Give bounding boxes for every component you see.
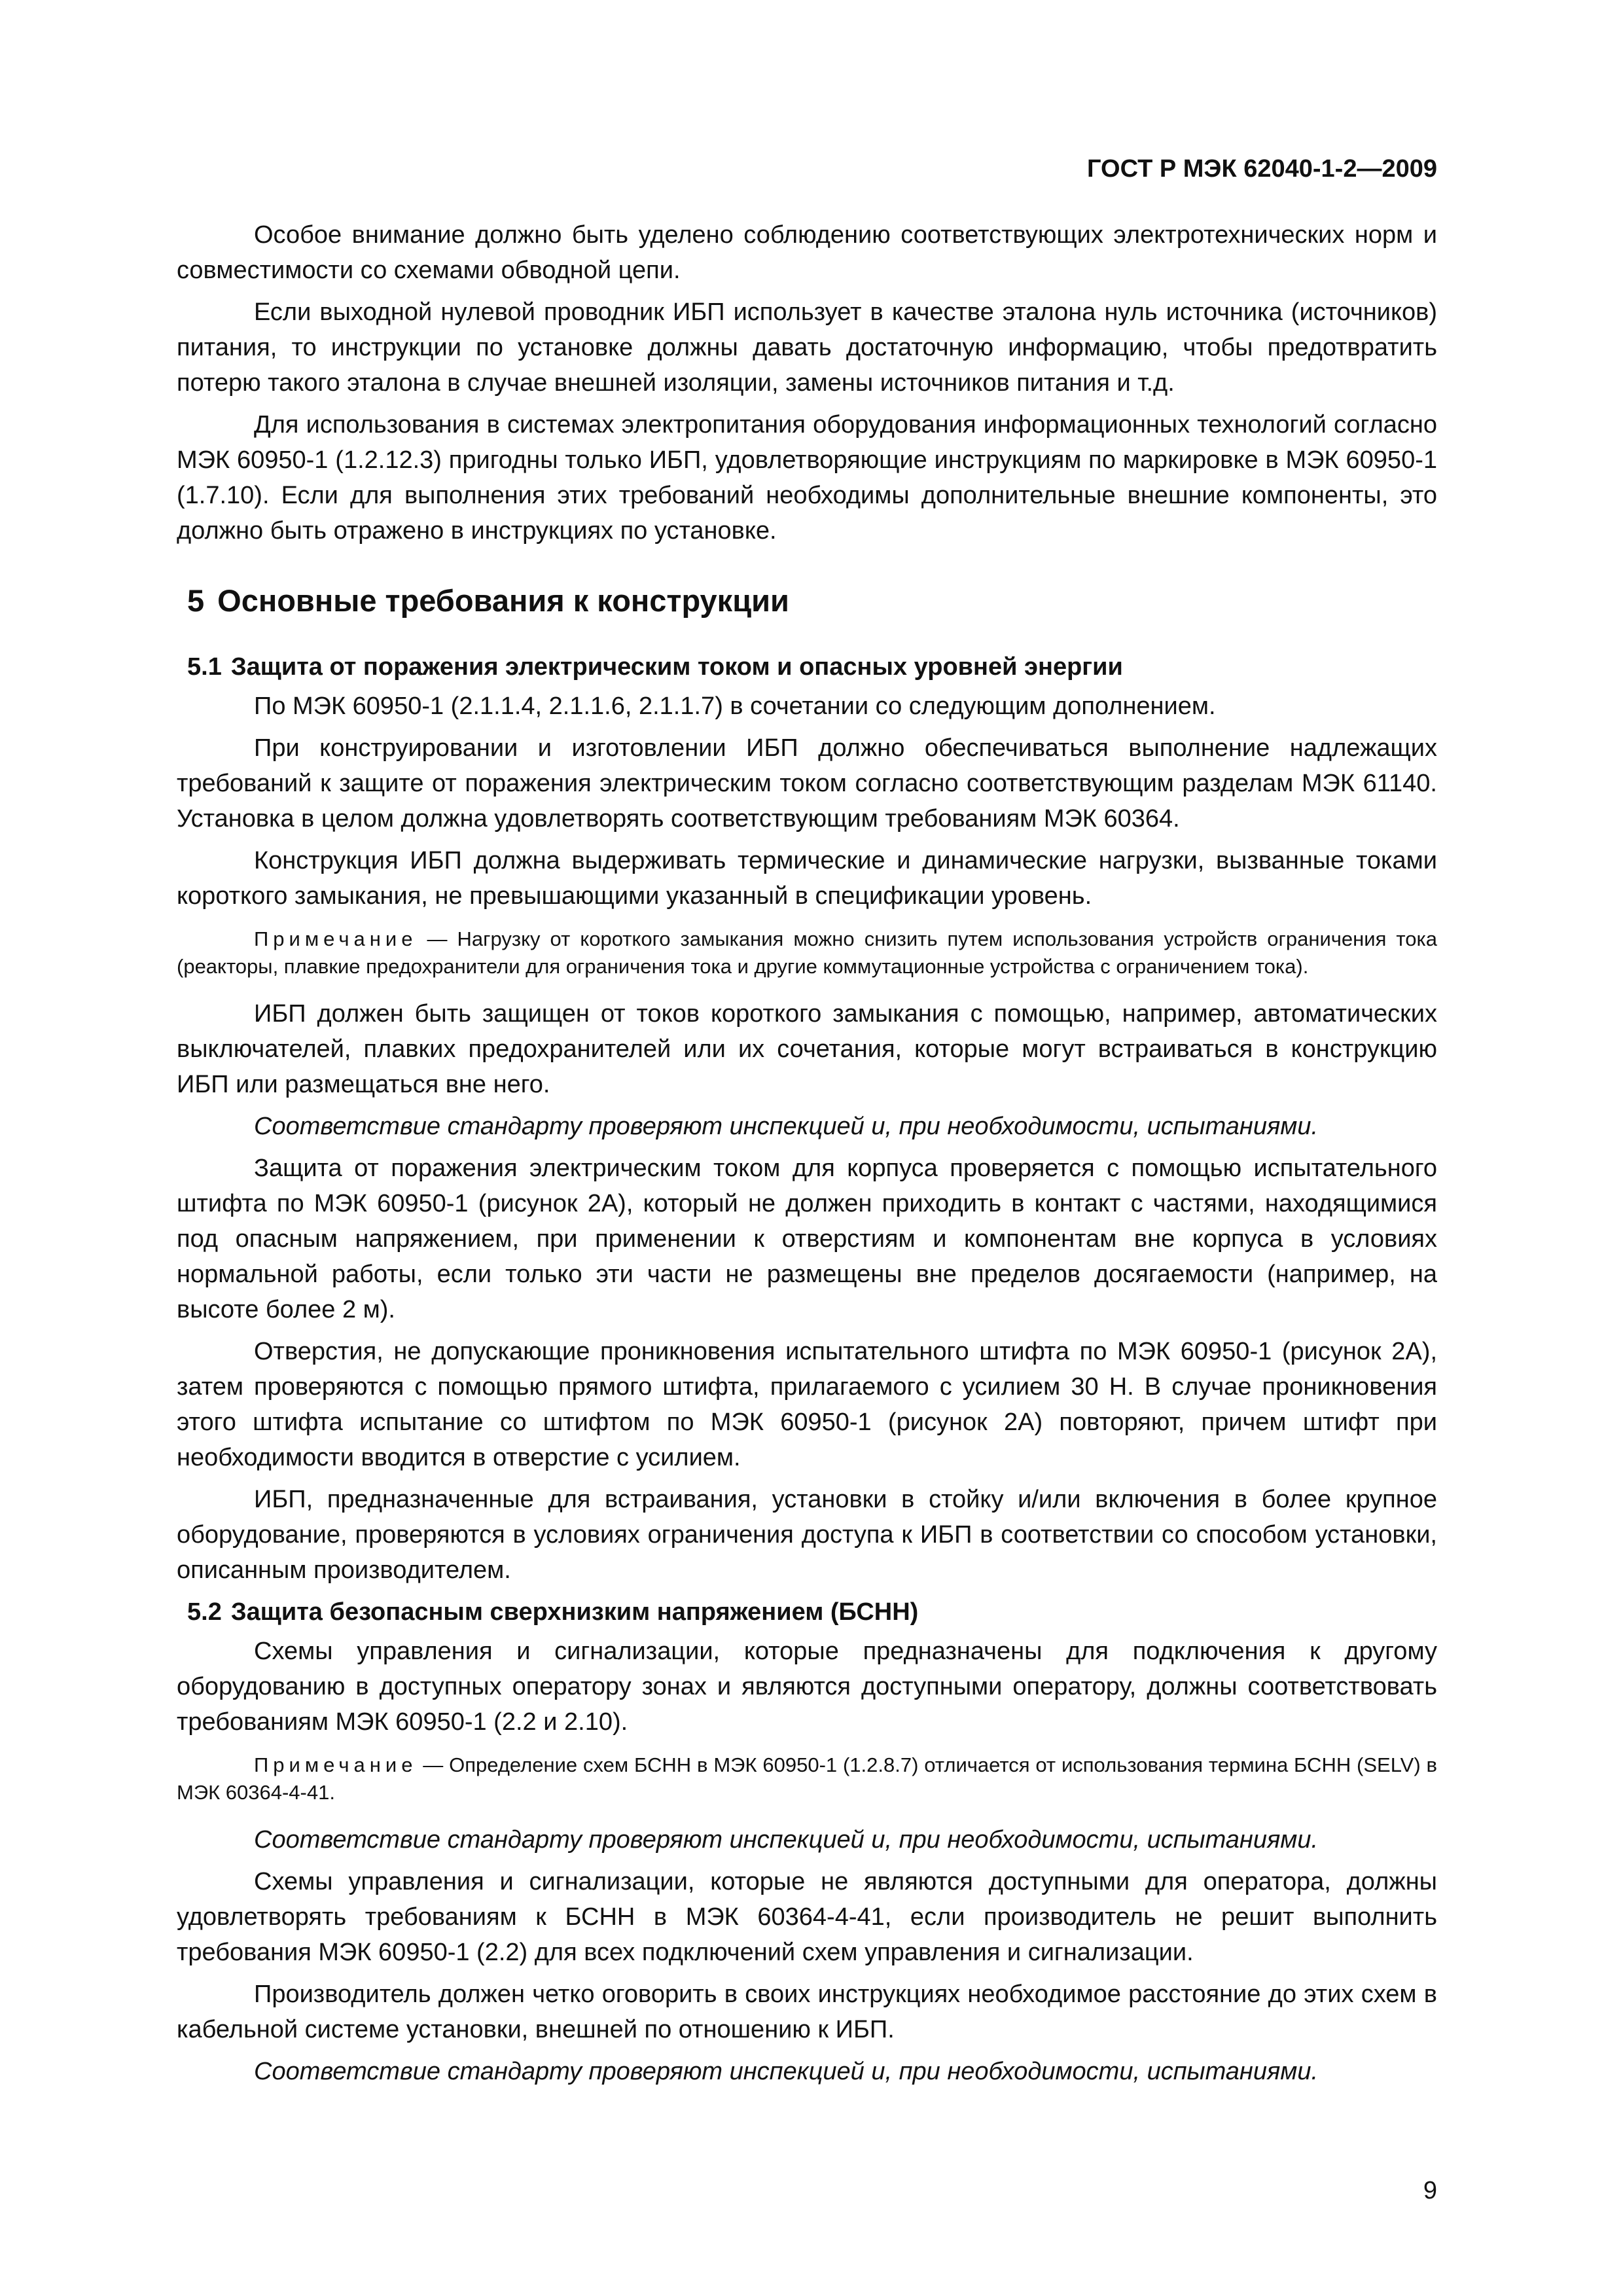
note-text: — Определение схем БСНН в МЭК 60950-1 (1.2.8.7) отличается от использования термина БСНН (SELV) в МЭК 60364-4-41.: [177, 1753, 1437, 1804]
section-title: Основные требования к конструкции: [217, 583, 789, 618]
subsection-heading: [177, 649, 1437, 685]
subsection-number: 5.1: [187, 653, 222, 681]
paragraph: Отверстия, не допускающие проникновения испытательного штифта по МЭК 60950-1 (рисунок 2А), затем проверяются с помощью прямого штифта, прилагаемого с усилием 30 Н. В случае проникновения этого штифта испытание со штифтом по МЭК 60950-1 (рисунок 2А) повторяют, причем штифт при необходимости вводится в отверстие с усилием.: [177, 1338, 1437, 1471]
note: [177, 1751, 1437, 1806]
page-content: [177, 154, 1437, 2096]
compliance-statement: Соответствие стандарту проверяют инспекцией и, при необходимости, испытаниями.: [254, 2058, 1319, 2085]
subsection-number: 5.2: [187, 1598, 222, 1626]
section-heading: [177, 581, 1437, 620]
note: [177, 925, 1437, 980]
paragraph: Защита от поражения электрическим током для корпуса проверяется с помощью испытательного штифта по МЭК 60950-1 (рисунок 2А), который не должен приходить в контакт с частями, находящимися под опасным напряжением, при применении к отверстиям и компонентам вне корпуса в условиях нормальной работы, если только эти части не размещены вне пределов досягаемости (например, на высоте более 2 м).: [177, 1155, 1437, 1323]
paragraph: ИБП должен быть защищен от токов короткого замыкания с помощью, например, автоматических выключателей, плавких предохранителей или их сочетания, которые могут встраиваться в конструкцию ИБП или размещаться вне него.: [177, 1000, 1437, 1098]
subsection-title: Защита от поражения электрическим током и опасных уровней энергии: [230, 653, 1123, 681]
paragraph: По МЭК 60950-1 (2.1.1.4, 2.1.1.6, 2.1.1.7) в сочетании со следующим дополнением.: [254, 692, 1216, 720]
paragraph: Особое внимание должно быть уделено соблюдению соответствующих электротехнических норм и совместимости со схемами обводной цепи.: [177, 221, 1437, 284]
section-number: 5: [187, 583, 205, 618]
paragraph: Если выходной нулевой проводник ИБП использует в качестве эталона нуль источника (источников) питания, то инструкции по установке должны давать достаточную информацию, чтобы предотвратить потерю такого эталона в случае внешней изоляции, замены источников питания и т.д.: [177, 298, 1437, 397]
note-label: Примечание: [254, 1753, 418, 1776]
compliance-statement: Соответствие стандарту проверяют инспекцией и, при необходимости, испытаниями.: [254, 1826, 1319, 1854]
note-label: Примечание: [254, 927, 418, 950]
paragraph: Конструкция ИБП должна выдерживать термические и динамические нагрузки, вызванные токами короткого замыкания, не превышающими указанный в спецификации уровень.: [177, 847, 1437, 910]
paragraph: Для использования в системах электропитания оборудования информационных технологий согласно МЭК 60950-1 (1.2.12.3) пригодны только ИБП, удовлетворяющие инструкциям по маркировке в МЭК 60950-1 (1.7.10). Если для выполнения этих требований необходимы дополнительные внешние компоненты, это должно быть отражено в инструкциях по установке.: [177, 411, 1437, 545]
page-number: 9: [1423, 2177, 1437, 2204]
subsection-title: Защита безопасным сверхнизким напряжением (БСНН): [230, 1598, 919, 1626]
document-header: ГОСТ Р МЭК 62040-1-2—2009: [1087, 155, 1437, 183]
compliance-statement: Соответствие стандарту проверяют инспекцией и, при необходимости, испытаниями.: [254, 1113, 1319, 1140]
paragraph: ИБП, предназначенные для встраивания, установки в стойку и/или включения в более крупное оборудование, проверяются в условиях ограничения доступа к ИБП в соответствии со способом установки, описанным производителем.: [177, 1486, 1437, 1584]
paragraph: Производитель должен четко оговорить в своих инструкциях необходимое расстояние до этих схем в кабельной системе установки, внешней по отношению к ИБП.: [177, 1981, 1437, 2043]
paragraph: Схемы управления и сигнализации, которые предназначены для подключения к другому оборудованию в доступных оператору зонах и являются доступными оператору, должны соответствовать требованиям МЭК 60950-1 (2.2 и 2.10).: [177, 1638, 1437, 1736]
paragraph: Схемы управления и сигнализации, которые не являются доступными для оператора, должны удовлетворять требованиям к БСНН в МЭК 60364-4-41, если производитель не решит выполнить требования МЭК 60950-1 (2.2) для всех подключений схем управления и сигнализации.: [177, 1868, 1437, 1966]
note-text: — Нагрузку от короткого замыкания можно снизить путем использования устройств ограничения тока (реакторы, плавкие предохранители для ограничения тока и другие коммутационные устройства с ограничением тока).: [177, 927, 1437, 978]
subsection-heading: [177, 1594, 1437, 1630]
paragraph: При конструировании и изготовлении ИБП должно обеспечиваться выполнение надлежащих требований к защите от поражения электрическим током согласно соответствующим разделам МЭК 61140. Установка в целом должна удовлетворять соответствующим требованиям МЭК 60364.: [177, 734, 1437, 833]
